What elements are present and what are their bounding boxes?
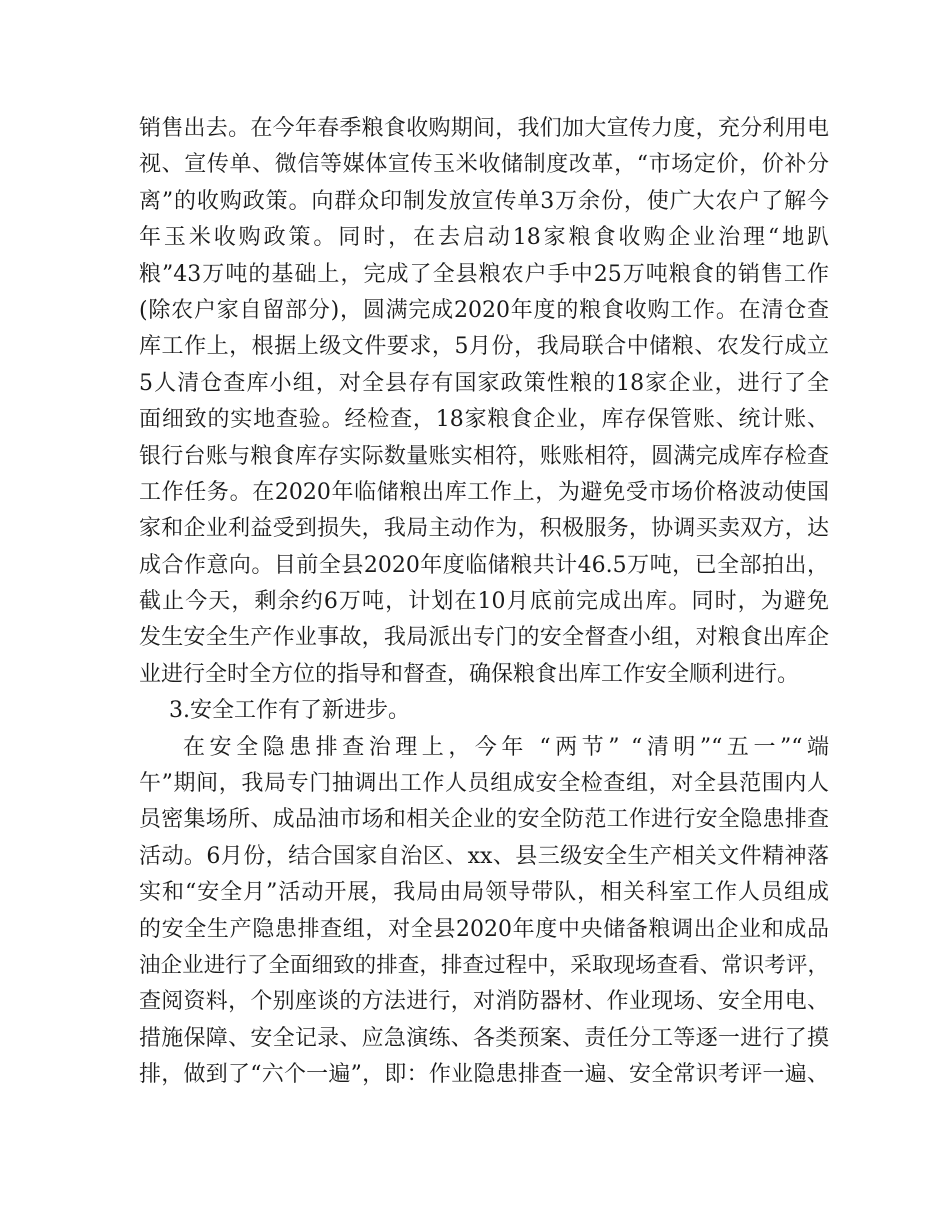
text-line: 银行台账与粮食库存实际数量账实相符，账账相符，圆满完成库存检查 xyxy=(139,443,829,469)
text-line: 发生安全生产作业事故，我局派出专门的安全督查小组，对粮食出库企 xyxy=(139,625,829,651)
text-line: 成合作意向。目前全县2020年度临储粮共计46.5万吨，已全部拍出， xyxy=(139,552,829,578)
text-line: 工作任务。在2020年临储粮出库工作上，为避免受市场价格波动使国 xyxy=(139,479,829,505)
text-line: 员密集场所、成品油市场和相关企业的安全防范工作进行安全隐患排查 xyxy=(139,807,829,833)
body-text xyxy=(139,111,829,1094)
text-line: 排，做到了“六个一遍”，即：作业隐患排查一遍、安全常识考评一遍、 xyxy=(139,1062,829,1088)
text-line: 业进行全时全方位的指导和督查，确保粮食出库工作安全顺利进行。 xyxy=(139,661,800,687)
text-line: 午”期间，我局专门抽调出工作人员组成安全检查组，对全县范围内人 xyxy=(139,771,829,797)
text-line: 油企业进行了全面细致的排查，排查过程中，采取现场查看、常识考评， xyxy=(139,952,829,978)
text-line: 面细致的实地查验。经检查，18家粮食企业，库存保管账、统计账、 xyxy=(139,407,829,433)
text-line: 年玉米收购政策。同时，在去启动18家粮食收购企业治理“地趴 xyxy=(139,225,829,251)
text-line: 销售出去。在今年春季粮食收购期间，我们加大宣传力度，充分利用电 xyxy=(139,116,829,141)
text-line: 粮”43万吨的基础上，完成了全县粮农户手中25万吨粮食的销售工作 xyxy=(139,261,829,287)
text-line: 查阅资料，个别座谈的方法进行，对消防器材、作业现场、安全用电、 xyxy=(139,989,829,1015)
text-line: 5人清仓查库小组，对全县存有国家政策性粮的18家企业，进行了全 xyxy=(139,370,829,396)
text-line: 的安全生产隐患排查组，对全县2020年度中央储备粮调出企业和成品 xyxy=(139,916,829,942)
text-line: 活动。6月份，结合国家自治区、xx、县三级安全生产相关文件精神落 xyxy=(139,843,829,869)
text-line: 离”的收购政策。向群众印制发放宣传单3万余份，使广大农户了解今 xyxy=(139,188,829,214)
text-line: (除农户家自留部分)，圆满完成2020年度的粮食收购工作。在清仓查 xyxy=(139,297,829,323)
text-line: 库工作上，根据上级文件要求，5月份，我局联合中储粮、农发行成立 xyxy=(139,334,829,360)
section-heading: 3.安全工作有了新进步。 xyxy=(169,698,410,724)
text-line: 在安全隐患排查治理上，今年 “两节” “清明”“五一”“端 xyxy=(183,734,829,760)
text-line: 措施保障、安全记录、应急演练、各类预案、责任分工等逐一进行了摸 xyxy=(139,1025,829,1051)
text-line: 截止今天，剩余约6万吨，计划在10月底前完成出库。同时，为避免 xyxy=(139,589,829,615)
text-line: 实和“安全月”活动开展，我局由局领导带队，相关科室工作人员组成 xyxy=(139,880,829,906)
text-line: 家和企业利益受到损失，我局主动作为，积极服务，协调买卖双方，达 xyxy=(139,516,829,542)
text-line: 视、宣传单、微信等媒体宣传玉米收储制度改革，“市场定价，价补分 xyxy=(139,152,829,178)
